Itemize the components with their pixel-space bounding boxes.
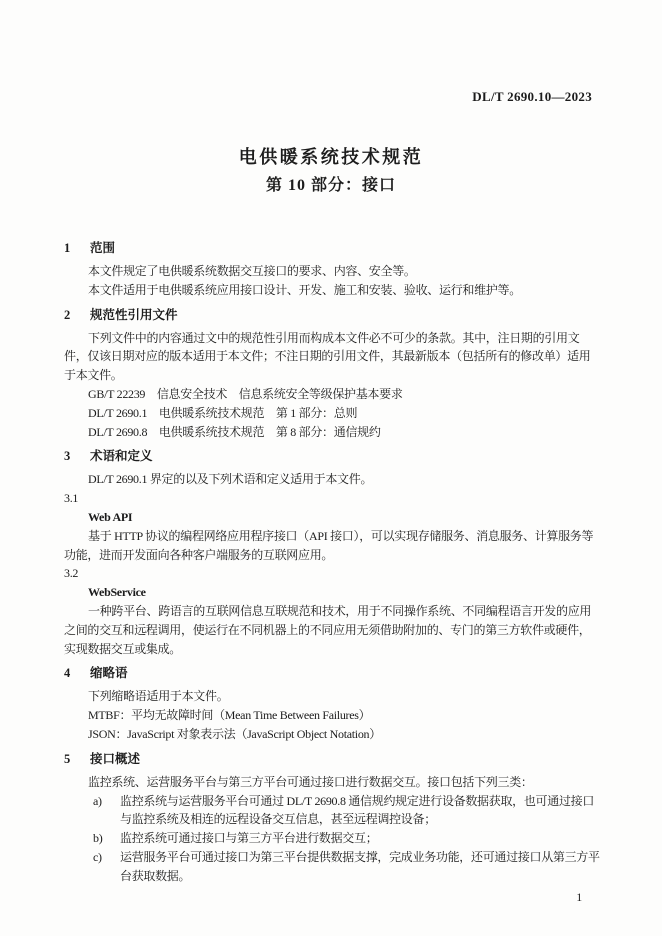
term-definition: 基于 HTTP 协议的编程网络应用程序接口（API 接口），可以实现存储服务、消息服务、计算服务等功能，进而开发面向各种客户端服务的互联网应用。 bbox=[64, 528, 594, 562]
section-5-heading bbox=[64, 749, 600, 769]
section-scope bbox=[64, 238, 600, 300]
paragraph: DL/T 2690.1 界定的以及下列术语和定义适用于本文件。 bbox=[88, 472, 373, 487]
list-item-a bbox=[64, 792, 600, 830]
term-number: 3.1 bbox=[64, 491, 79, 506]
abbreviation-item: MTBF：平均无故障时间（Mean Time Between Failures） bbox=[88, 708, 371, 723]
list-marker: a) bbox=[93, 793, 102, 808]
section-1-heading bbox=[64, 238, 600, 258]
section-5-number: 5 bbox=[64, 751, 71, 766]
term-definition: 一种跨平台、跨语言的互联网信息互联规范和技术，用于不同操作系统、不同编程语言开发的应用之间的交互和远程调用，使运行在不同机器上的不同应用无须借助附加的、专门的第三方软件或硬件，实现数据交互或集成。 bbox=[64, 603, 592, 656]
term-name-webservice: WebService bbox=[88, 585, 146, 600]
section-1-title: 范围 bbox=[90, 241, 116, 255]
reference-item: GB/T 22239 信息安全技术 信息系统安全等级保护基本要求 bbox=[88, 386, 403, 401]
section-normative-references bbox=[64, 305, 600, 442]
section-5-title: 接口概述 bbox=[90, 751, 141, 766]
document-subtitle: 第 10 部分：接口 bbox=[265, 177, 396, 194]
paragraph: 监控系统、运营服务平台与第三方平台可通过接口进行数据交互。接口包括下列三类： bbox=[88, 774, 533, 789]
list-text: 监控系统与运营服务平台可通过 DL/T 2690.8 通信规约规定进行设备数据获取，也可通过接口与监控系统及相连的远程设备交互信息，甚至远程调控设备； bbox=[120, 793, 595, 827]
section-abbreviations bbox=[64, 663, 600, 743]
abbreviation-item: JSON：JavaScript 对象表示法（JavaScript Object Notation） bbox=[88, 726, 381, 741]
document-title: 电供暖系统技术规范 bbox=[238, 147, 424, 167]
paragraph: 本文件适用于电供暖系统应用接口设计、开发、施工和安装、验收、运行和维护等。 bbox=[88, 282, 521, 297]
section-3-number: 3 bbox=[64, 449, 71, 464]
list-marker: b) bbox=[93, 831, 103, 846]
paragraph: 下列缩略语适用于本文件。 bbox=[88, 689, 229, 704]
page-number: 1 bbox=[576, 889, 582, 904]
section-1-number: 1 bbox=[64, 241, 71, 255]
list-item-c bbox=[64, 848, 600, 886]
paragraph: 下列文件中的内容通过文中的规范性引用而构成本文件必不可少的条款。其中，注日期的引用文件，仅该日期对应的版本适用于本文件；不注日期的引用文件，其最新版本（包括所有的修改单）适用于本文件。 bbox=[64, 330, 591, 383]
document-body bbox=[0, 196, 662, 906]
document-header bbox=[0, 0, 662, 104]
section-interface-overview bbox=[64, 749, 600, 886]
paragraph: 本文件规定了电供暖系统数据交互接口的要求、内容、安全等。 bbox=[88, 264, 416, 278]
section-2-number: 2 bbox=[64, 307, 71, 322]
page-footer bbox=[64, 888, 600, 906]
reference-item: DL/T 2690.8 电供暖系统技术规范 第 8 部分：通信规约 bbox=[88, 424, 381, 439]
section-terms-definitions bbox=[64, 446, 600, 658]
term-name-web-api: Web API bbox=[88, 509, 133, 524]
section-3-title: 术语和定义 bbox=[90, 449, 153, 464]
section-3-heading bbox=[64, 446, 600, 466]
reference-item: DL/T 2690.1 电供暖系统技术规范 第 1 部分：总则 bbox=[88, 405, 358, 420]
list-text: 监控系统可通过接口与第三方平台进行数据交互； bbox=[120, 831, 378, 846]
list-item-b bbox=[64, 829, 600, 848]
section-4-heading bbox=[64, 663, 600, 683]
section-2-title: 规范性引用文件 bbox=[90, 307, 178, 322]
term-number: 3.2 bbox=[64, 566, 79, 581]
list-text: 运营服务平台可通过接口为第三平台提供数据支撑，完成业务功能，还可通过接口从第三方平台获取数据。 bbox=[120, 849, 600, 883]
section-4-number: 4 bbox=[64, 666, 71, 681]
section-4-title: 缩略语 bbox=[90, 666, 128, 681]
standard-code: DL/T 2690.10—2023 bbox=[472, 89, 592, 104]
list-marker: c) bbox=[93, 849, 102, 864]
section-2-heading bbox=[64, 305, 600, 325]
